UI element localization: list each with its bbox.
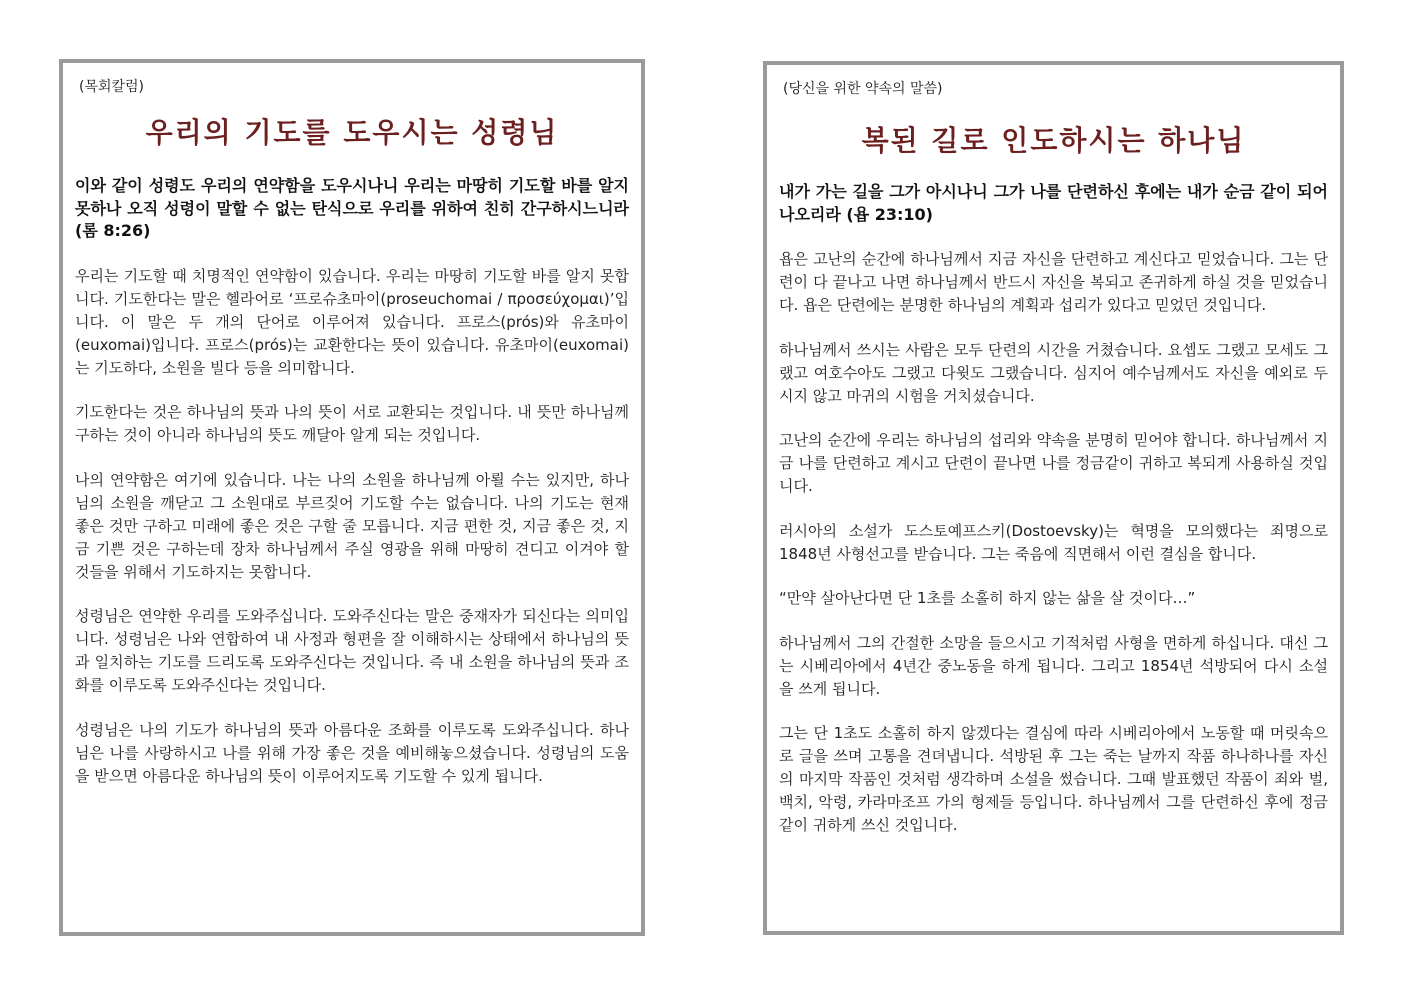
right-verse: 내가 가는 길을 그가 아시나니 그가 나를 단련하신 후에는 내가 순금 같이 되어 나오리라 (욥 23:10) (779, 182, 1328, 224)
right-column-box (763, 61, 1344, 935)
right-paragraph-3: 고난의 순간에 우리는 하나님의 섭리와 약속을 분명히 믿어야 합니다. 하나님께서 지금 나를 단련하고 계시고 단련이 끝나면 나를 정금같이 귀하고 복되게 사용하실 것입니다. (779, 431, 1328, 495)
left-paragraph-5: 성령님은 나의 기도가 하나님의 뜻과 아름다운 조화를 이루도록 도와주십니다. 하나님은 나를 사랑하시고 나를 위해 가장 좋은 것을 예비해놓으셨습니다. 성령님의 도움을 받으면 아름다운 하나님의 뜻이 이루어지도록 기도할 수 있게 됩니다. (75, 720, 629, 785)
left-category: (목회칼럼) (79, 79, 145, 95)
left-paragraph-3: 나의 연약함은 여기에 있습니다. 나는 나의 소원을 하나님께 아뢸 수는 있지만, 하나님의 소원을 깨닫고 그 소원대로 부르짖어 기도할 수는 없습니다. 나의 기도는 현재 좋은 것만 구하고 미래에 좋은 것은 구할 줄 모릅니다. 지금 편한 것, 지금 좋은 것, 지금 기쁜 것은 구하는데 장차 하나님께서 주실 영광을 위해 마땅히 견디고 이겨야 할 것들을 위해서 기도하지는 못합니다. (75, 470, 629, 581)
left-paragraph-1: 우리는 기도할 때 치명적인 연약함이 있습니다. 우리는 마땅히 기도할 바를 알지 못합니다. 기도한다는 말은 헬라어로 ‘프로슈초마이(proseuchomai / προσεύχομαι)’입니다. 이 말은 두 개의 단어로 이루어져 있습니다. 프로스(prós)와 유초마이(euxomai)입니다. 프로스(prós)는 교환한다는 뜻이 있습니다. 유초마이(euxomai)는 기도하다, 소원을 빌다 등을 의미합니다. (75, 266, 629, 377)
left-column-box (59, 59, 645, 936)
right-paragraph-7: 그는 단 1초도 소홀히 하지 않겠다는 결심에 따라 시베리아에서 노동할 때 머릿속으로 글을 쓰며 고통을 견뎌냅니다. 석방된 후 그는 죽는 날까지 작품 하나하나를 자신의 마지막 작품인 것처럼 생각하며 소설을 썼습니다. 그때 발표했던 작품이 죄와 벌, 백치, 악령, 카라마조프 가의 형제들 등입니다. 하나님께서 그를 단련하신 후에 정금 같이 귀하게 쓰신 것입니다. (779, 724, 1328, 834)
right-paragraph-4: 러시아의 소설가 도스토예프스키(Dostoevsky)는 혁명을 모의했다는 죄명으로 1848년 사형선고를 받습니다. 그는 죽음에 직면해서 이런 결심을 합니다. (779, 521, 1328, 563)
right-paragraph-5: “만약 살아난다면 단 1초를 소홀히 하지 않는 삶을 살 것이다…” (779, 589, 1196, 607)
left-verse: 이와 같이 성령도 우리의 연약함을 도우시나니 우리는 마땅히 기도할 바를 알지 못하나 오직 성령이 말할 수 없는 탄식으로 우리를 위하여 친히 간구하시느니라 (롬 8:26) (75, 176, 629, 240)
left-title: 우리의 기도를 도우시는 성령님 (145, 116, 559, 149)
right-paragraph-1: 욥은 고난의 순간에 하나님께서 지금 자신을 단련하고 계신다고 믿었습니다. 그는 단련이 다 끝나고 나면 하나님께서 반드시 자신을 복되고 존귀하게 하실 것을 믿었습니다. 욥은 단련에는 분명한 하나님의 계획과 섭리가 있다고 믿었던 것입니다. (779, 250, 1328, 314)
right-paragraph-6: 하나님께서 그의 간절한 소망을 들으시고 기적처럼 사형을 면하게 하십니다. 대신 그는 시베리아에서 4년간 중노동을 하게 됩니다. 그리고 1854년 석방되어 다시 소설을 쓰게 됩니다. (779, 633, 1328, 698)
right-paragraph-2: 하나님께서 쓰시는 사람은 모두 단련의 시간을 거쳤습니다. 요셉도 그랬고 모세도 그랬고 여호수아도 그랬고 다윗도 그랬습니다. 심지어 예수님께서도 자신을 예외로 두시지 않고 마귀의 시험을 거치셨습니다. (779, 340, 1328, 405)
left-paragraph-2: 기도한다는 것은 하나님의 뜻과 나의 뜻이 서로 교환되는 것입니다. 내 뜻만 하나님께 구하는 것이 아니라 하나님의 뜻도 깨달아 알게 되는 것입니다. (75, 403, 629, 444)
right-title: 복된 길로 인도하시는 하나님 (861, 124, 1246, 157)
right-category: (당신을 위한 약속의 말씀) (783, 81, 943, 97)
left-paragraph-4: 성령님은 연약한 우리를 도와주십니다. 도와주신다는 말은 중재자가 되신다는 의미입니다. 성령님은 나와 연합하여 내 사정과 형편을 잘 이해하시는 상태에서 하나님의 뜻과 일치하는 기도를 드리도록 도와주신다는 것입니다. 즉 내 소원을 하나님의 뜻과 조화를 이루도록 도와주신다는 것입니다. (75, 607, 629, 694)
